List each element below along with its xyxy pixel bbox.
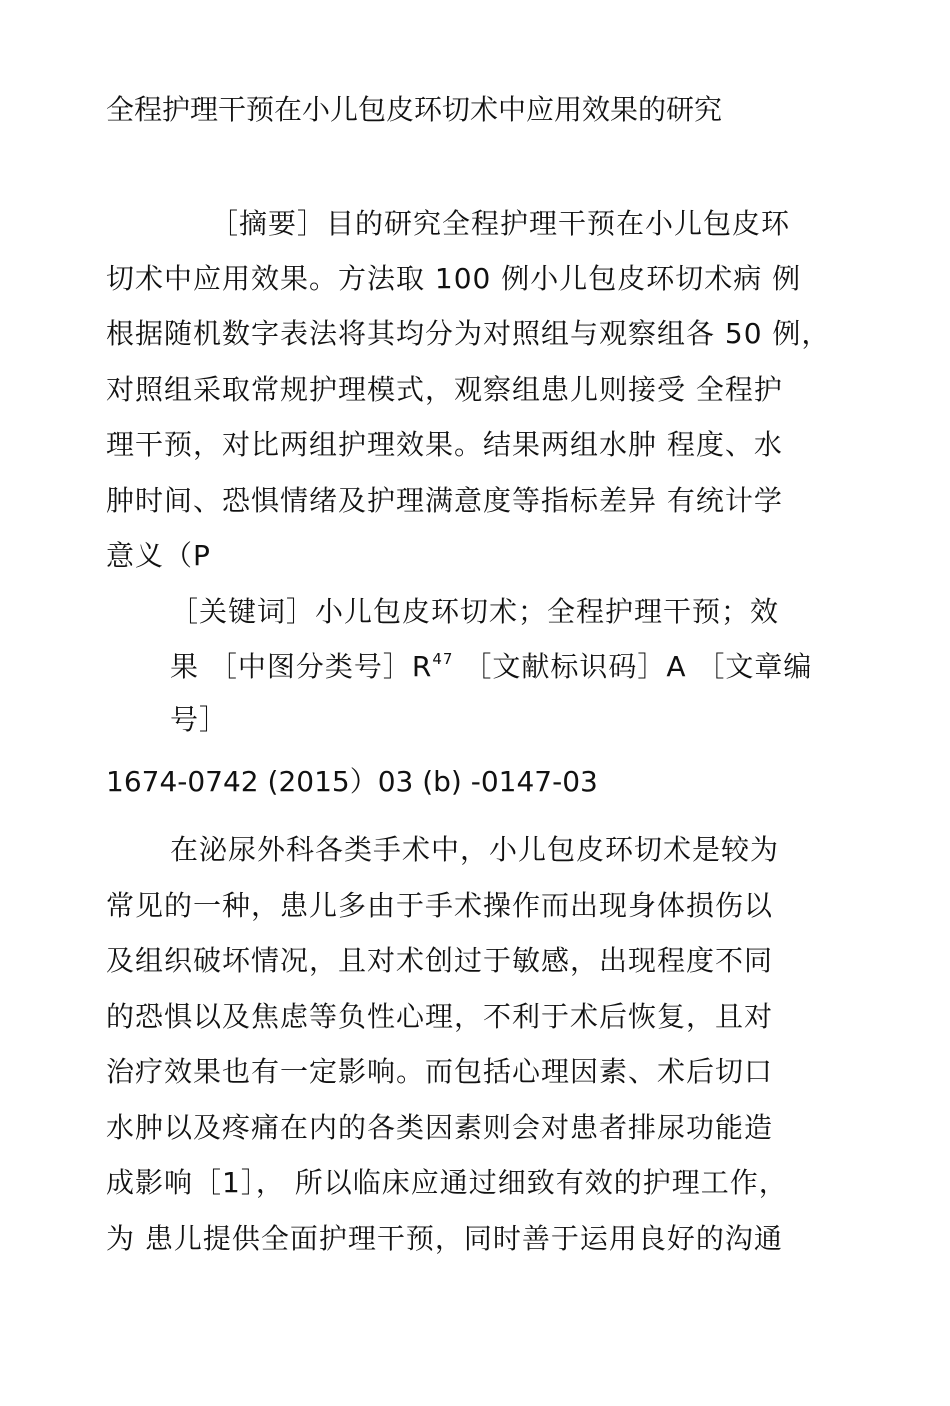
article-number: 1674-0742 (2015）03 (b) -0147-03 xyxy=(106,765,598,798)
classification-superscript: 47 xyxy=(432,649,454,668)
body-paragraph-line: 水肿以及疼痛在内的各类因素则会对患者排尿功能造 xyxy=(106,1111,774,1144)
keywords-text: 果 ［中图分类号］R xyxy=(170,650,433,683)
abstract-line: 理干预，对比两组护理效果。结果两组水肿 程度、水 xyxy=(106,428,783,461)
keywords-line xyxy=(170,647,812,687)
keywords-text: ［文献标识码］A ［文章编 xyxy=(453,650,813,683)
keywords-line: ［关键词］小儿包皮环切术；全程护理干预；效 xyxy=(170,595,780,628)
abstract-line: 意义（P xyxy=(106,539,211,572)
abstract-line: 肿时间、恐惧情绪及护理满意度等指标差异 有统计学 xyxy=(106,484,783,517)
body-paragraph-line: 为 患儿提供全面护理干预，同时善于运用良好的沟通 xyxy=(106,1222,783,1255)
body-paragraph-line: 治疗效果也有一定影响。而包括心理因素、术后切口 xyxy=(106,1055,774,1088)
abstract-line: 对照组采取常规护理模式，观察组患儿则接受 全程护 xyxy=(106,373,783,406)
body-paragraph-line: 在泌尿外科各类手术中，小儿包皮环切术是较为 xyxy=(170,833,780,866)
body-paragraph-line: 常见的一种，患儿多由于手术操作而出现身体损伤以 xyxy=(106,889,774,922)
abstract-line: ［摘要］目的研究全程护理干预在小儿包皮环 xyxy=(210,207,791,240)
abstract-line: 切术中应用效果。方法取 100 例小儿包皮环切术病 例 xyxy=(106,262,802,295)
keywords-line: 号］ xyxy=(170,703,229,736)
body-paragraph-line: 及组织破坏情况，且对术创过于敏感，出现程度不同 xyxy=(106,944,774,977)
abstract-line: 根据随机数字表法将其均分为对照组与观察组各 50 例， xyxy=(106,317,831,350)
body-paragraph-line: 成影响［1］， 所以临床应通过细致有效的护理工作， xyxy=(106,1166,788,1199)
document-title: 全程护理干预在小儿包皮环切术中应用效果的研究 xyxy=(106,93,723,126)
body-paragraph-line: 的恐惧以及焦虑等负性心理，不利于术后恢复，且对 xyxy=(106,1000,774,1033)
